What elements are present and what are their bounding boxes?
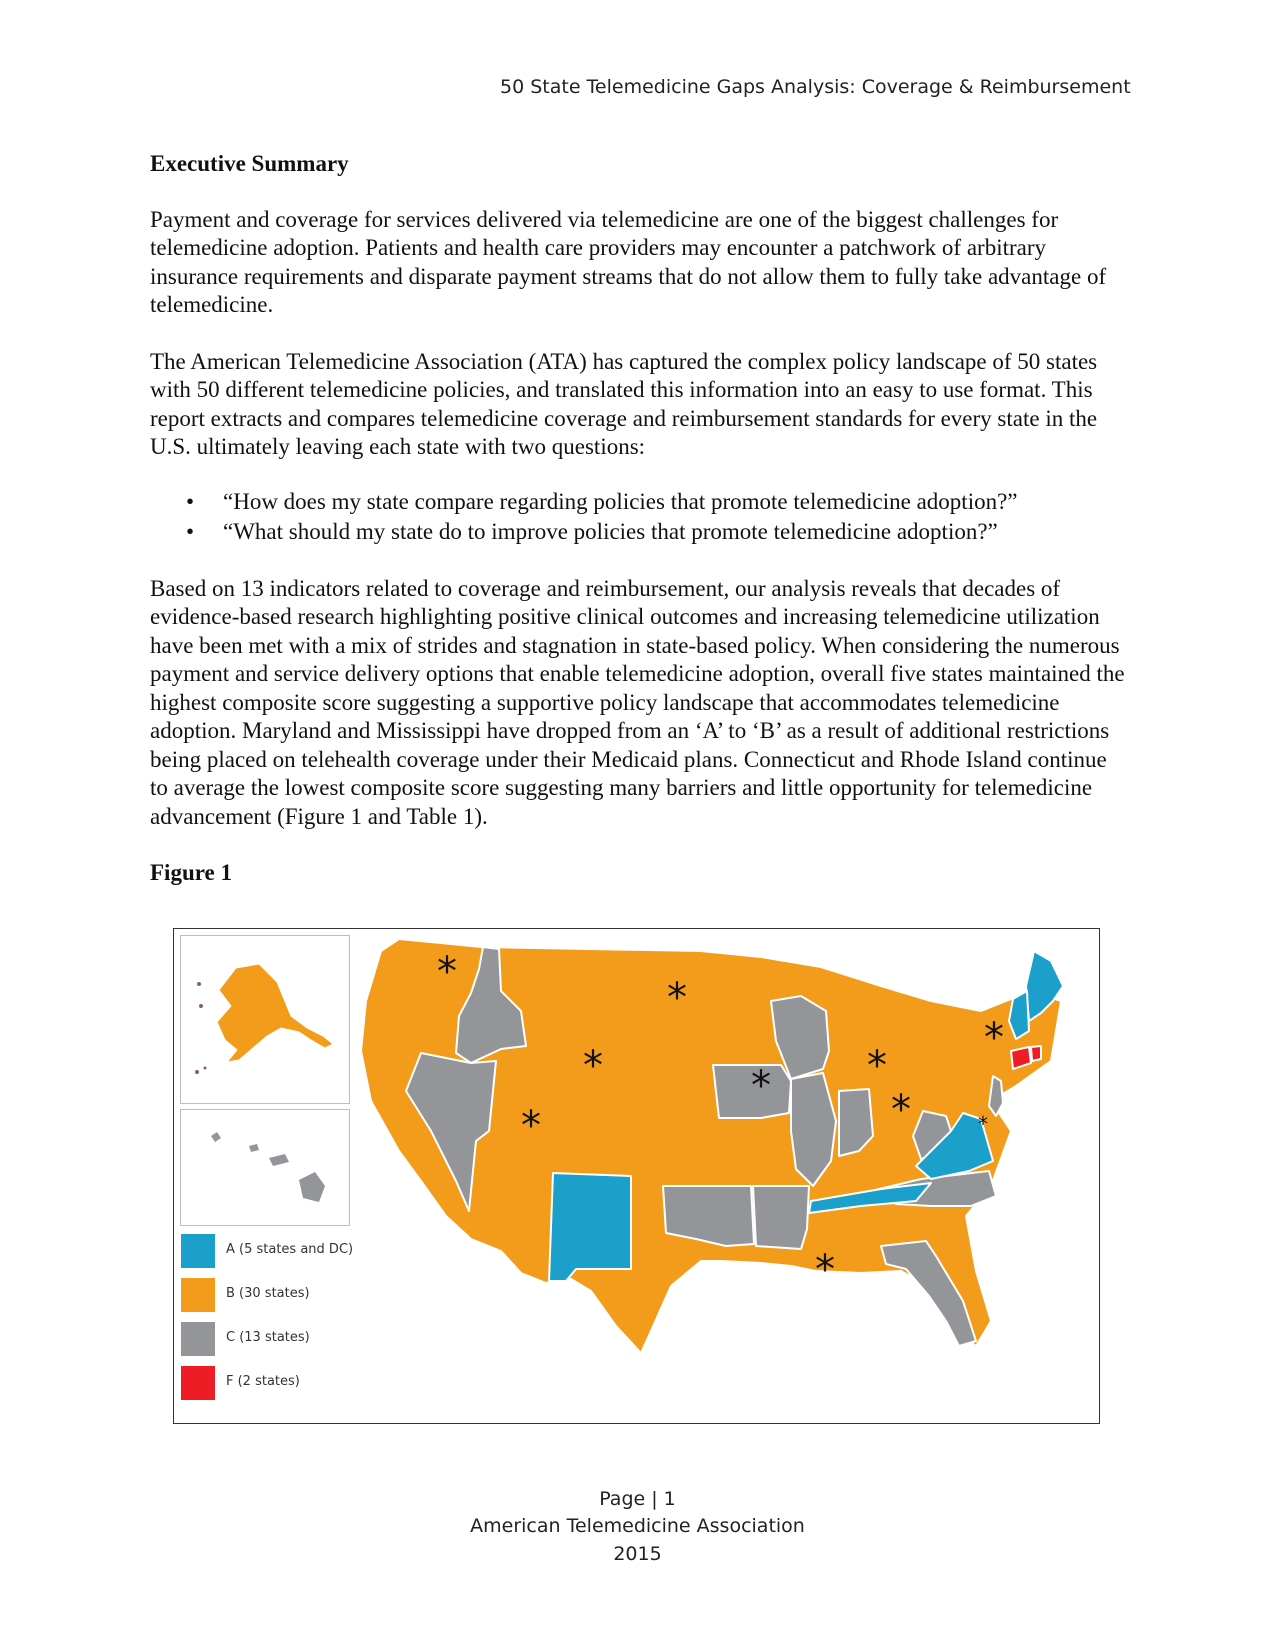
asterisk-icon: * xyxy=(984,1015,1004,1061)
asterisk-icon: * xyxy=(437,949,457,995)
asterisk-icon: * xyxy=(891,1087,911,1133)
us-map xyxy=(174,929,1101,1425)
footer-page: Page | 1 xyxy=(599,1488,676,1510)
asterisk-icon: * xyxy=(583,1043,603,1089)
state-ar xyxy=(753,1186,809,1249)
asterisk-icon: * xyxy=(815,1247,835,1293)
bullet-icon: • xyxy=(186,488,195,514)
legend-label: C (13 states) xyxy=(226,1330,310,1345)
state-ri xyxy=(1031,1046,1041,1061)
figure-map xyxy=(173,928,1100,1424)
footer-organization: American Telemedicine Association xyxy=(470,1515,805,1537)
asterisk-icon: * xyxy=(521,1103,541,1149)
executive-summary xyxy=(150,150,1125,888)
legend-label: B (30 states) xyxy=(226,1286,310,1301)
paragraph-analysis: Based on 13 indicators related to coverage and reimbursement, our analysis reveals that decades of evidence-based research highlighting positive clinical outcomes and increasing telemedicine utilization have been met with a mix of strides and stagnation in state-based policy. When considering the numerous payment and service delivery options that enable telemedicine adoption, overall five states maintained the highest composite score suggesting a supportive policy landscape that accommodates telemedicine adoption. Maryland and Mississippi have dropped from an ‘A’ to ‘B’ as a result of additional restrictions being placed on telehealth coverage under their Medicaid plans. Connecticut and Rhode Island continue to average the lowest composite score suggesting many barriers and little opportunity for telemedicine advancement (Figure 1 and Table 1). xyxy=(150,575,1125,829)
asterisk-icon: * xyxy=(667,975,687,1021)
paragraph-ata: The American Telemedicine Association (ATA) has captured the complex policy landscape of 50 states with 50 different telemedicine policies, and translated this information into an easy to use format. This report extracts and compares telemedicine coverage and reimbursement standards for every state in the U.S. ultimately leaving each state with two questions: xyxy=(150,348,1098,459)
question-text: “How does my state compare regarding policies that promote telemedicine adoption?” xyxy=(223,488,1018,514)
running-header: 50 State Telemedicine Gaps Analysis: Coverage & Reimbursement xyxy=(500,76,1131,98)
state-nm xyxy=(549,1173,631,1281)
asterisk-icon: * xyxy=(978,1112,988,1136)
question-text: “What should my state do to improve policies that promote telemedicine adoption?” xyxy=(223,519,998,544)
asterisk-icon: * xyxy=(867,1043,887,1089)
section-heading: Executive Summary xyxy=(150,151,349,176)
question-item xyxy=(150,518,1125,547)
bullet-icon: • xyxy=(186,519,195,544)
figure-label: Figure 1 xyxy=(150,860,232,885)
legend-label: F (2 states) xyxy=(226,1374,300,1389)
question-list xyxy=(150,488,1125,547)
question-item xyxy=(150,488,1125,517)
legend-label: A (5 states and DC) xyxy=(226,1242,354,1257)
asterisk-icon: * xyxy=(751,1063,771,1109)
footer-year: 2015 xyxy=(613,1543,662,1565)
paragraph-payment: Payment and coverage for services delivered via telemedicine are one of the biggest challenges for telemedicine adoption. Patients and health care providers may encounter a patchwork of arbitrary insurance requirements and disparate payment streams that do not allow them to fully take advantage of telemedicine. xyxy=(150,206,1107,317)
